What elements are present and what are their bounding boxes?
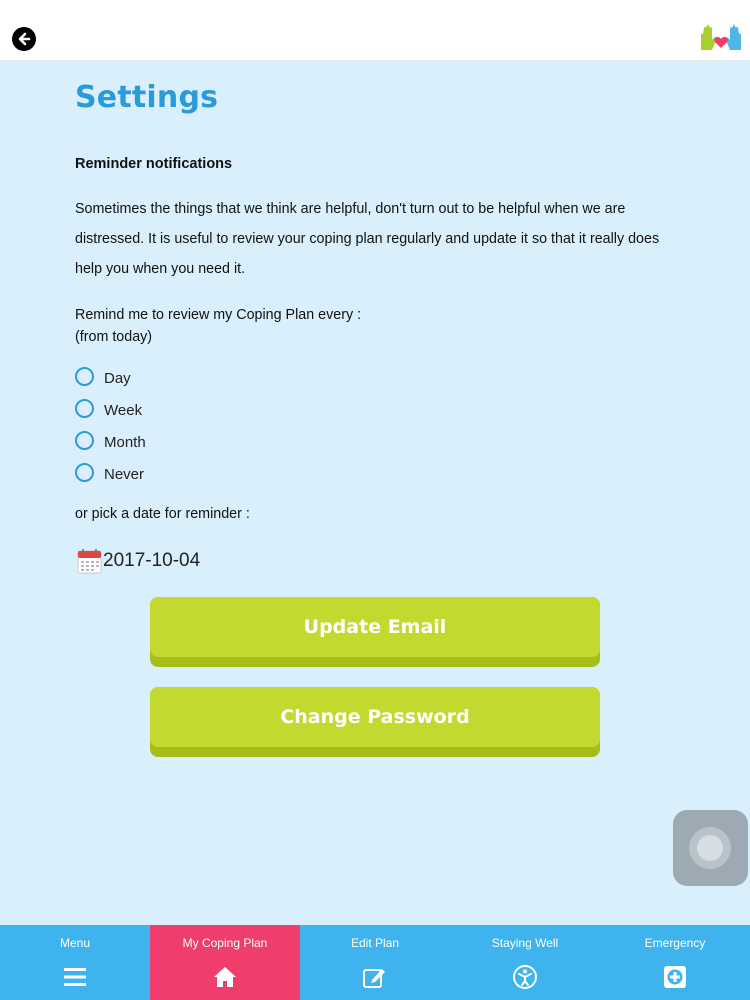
- update-email-label: Update Email: [150, 597, 600, 657]
- radio-label: Month: [104, 434, 146, 451]
- home-icon: [213, 966, 237, 988]
- edit-icon: [362, 965, 388, 989]
- change-password-button[interactable]: [150, 687, 600, 757]
- tab-my-coping-plan[interactable]: [150, 925, 300, 1000]
- tab-menu[interactable]: [0, 925, 150, 1000]
- remind-label-line2: (from today): [75, 329, 153, 345]
- tab-emergency[interactable]: [600, 925, 750, 1000]
- assistive-touch-button[interactable]: [673, 810, 748, 886]
- remind-label-line1: Remind me to review my Coping Plan every :: [75, 307, 362, 323]
- tab-label: Menu: [59, 936, 91, 950]
- tab-label: Edit Plan: [350, 936, 400, 950]
- back-button[interactable]: [12, 27, 36, 51]
- top-bar: [0, 0, 750, 61]
- radio-button[interactable]: [75, 399, 94, 418]
- calendar-icon: [77, 548, 102, 574]
- hamburger-menu-icon: [64, 967, 86, 987]
- radio-option-day[interactable]: [75, 360, 146, 392]
- back-arrow-icon: [16, 31, 32, 47]
- hands-heart-logo-icon: [698, 22, 744, 54]
- section-heading: Reminder notifications: [75, 156, 233, 172]
- page-title: Settings: [75, 80, 219, 115]
- tab-edit-plan[interactable]: [300, 925, 450, 1000]
- tab-label: Emergency: [644, 936, 706, 950]
- update-email-button[interactable]: [150, 597, 600, 667]
- reminder-date-value: 2017-10-04: [103, 550, 201, 571]
- pick-date-label: or pick a date for reminder :: [75, 506, 250, 522]
- reminder-frequency-radio-group: [75, 360, 146, 488]
- radio-button[interactable]: [75, 463, 94, 482]
- reminder-date-picker[interactable]: [77, 548, 200, 574]
- radio-button[interactable]: [75, 367, 94, 386]
- emergency-plus-icon: [663, 965, 687, 989]
- radio-option-never[interactable]: [75, 456, 146, 488]
- radio-option-month[interactable]: [75, 424, 146, 456]
- tab-label: Staying Well: [491, 936, 559, 950]
- radio-label: Day: [104, 370, 131, 387]
- staying-well-icon: [512, 964, 538, 990]
- radio-button[interactable]: [75, 431, 94, 450]
- description-text: Sometimes the things that we think are helpful, don't turn out to be helpful when we are distressed. It is useful to review your coping plan regularly and update it so that it really does help you when you need it.: [75, 201, 660, 277]
- tab-label: My Coping Plan: [182, 936, 268, 950]
- radio-label: Never: [104, 466, 145, 483]
- radio-label: Week: [104, 402, 143, 419]
- change-password-label: Change Password: [150, 687, 600, 747]
- tab-staying-well[interactable]: [450, 925, 600, 1000]
- remind-label: [75, 304, 361, 348]
- assistive-touch-dot: [697, 835, 723, 861]
- radio-option-week[interactable]: [75, 392, 146, 424]
- bottom-tab-bar: [0, 925, 750, 1000]
